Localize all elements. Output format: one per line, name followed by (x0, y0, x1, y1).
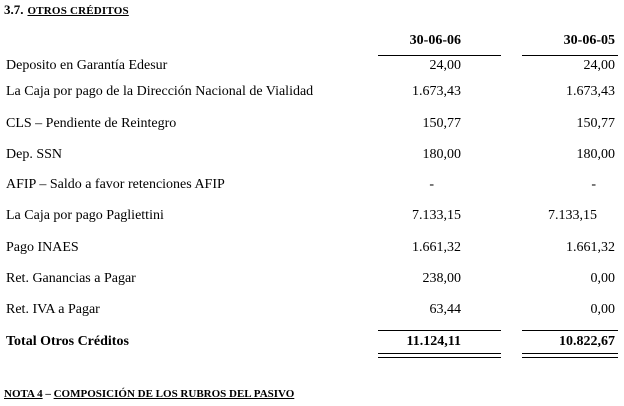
row-label: Dep. SSN (6, 147, 63, 162)
total-rule-top-2006 (378, 330, 501, 331)
row-value-2006: 150,77 (422, 116, 461, 131)
row-value-2005: 7.133,15 (548, 208, 597, 223)
row-value-2006: 7.133,15 (412, 208, 461, 223)
note-title: COMPOSICIÓN DE LOS RUBROS DEL PASIVO (53, 388, 295, 400)
total-value-2005: 10.822,67 (559, 334, 615, 349)
column-header-2006: 30-06-06 (409, 33, 461, 48)
row-value-2005: 1.673,43 (566, 84, 615, 99)
total-double-rule-2005 (522, 353, 618, 358)
note-separator: – (42, 388, 54, 400)
total-rule-top-2005 (522, 330, 618, 331)
table-row (0, 116, 624, 138)
row-label: Deposito en Garantía Edesur (6, 58, 168, 73)
column-header-2005: 30-06-05 (563, 33, 615, 48)
row-value-2006: 1.661,32 (412, 240, 461, 255)
row-value-2005: 1.661,32 (566, 240, 615, 255)
row-label: Ret. IVA a Pagar (6, 302, 100, 317)
section-title: OTROS CRÉDITOS (27, 5, 129, 17)
row-label: Ret. Ganancias a Pagar (6, 271, 136, 286)
note-heading (4, 388, 294, 400)
section-number: 3.7. (4, 2, 24, 17)
row-value-2005: 24,00 (583, 58, 615, 73)
total-label: Total Otros Créditos (6, 334, 129, 349)
row-value-2005: 0,00 (590, 302, 615, 317)
table-row (0, 84, 624, 106)
row-value-2005: 180,00 (576, 147, 615, 162)
note-prefix: NOTA 4 (4, 388, 43, 400)
row-value-2005: 150,77 (576, 116, 615, 131)
table-row (0, 58, 624, 80)
table-row (0, 147, 624, 169)
total-double-rule-2006 (378, 353, 501, 358)
table-row (0, 271, 624, 293)
row-label: La Caja por pago Pagliettini (6, 208, 164, 223)
row-label: La Caja por pago de la Dirección Nacional de Vialidad (6, 84, 314, 99)
table-row (0, 240, 624, 262)
table-row (0, 177, 624, 199)
section-heading (4, 2, 129, 18)
column-header-rule-2006 (378, 55, 501, 56)
table-row (0, 302, 624, 324)
total-value-2006: 11.124,11 (406, 334, 461, 349)
row-label: CLS – Pendiente de Reintegro (6, 116, 177, 131)
row-value-2005: 0,00 (590, 271, 615, 286)
row-value-2006: 238,00 (422, 271, 461, 286)
row-label: AFIP – Saldo a favor retenciones AFIP (6, 177, 225, 192)
row-value-2006: 1.673,43 (412, 84, 461, 99)
row-value-2006: - (429, 177, 434, 192)
row-value-2006: 180,00 (422, 147, 461, 162)
row-value-2005: - (591, 177, 596, 192)
table-row (0, 208, 624, 230)
row-value-2006: 24,00 (429, 58, 461, 73)
row-value-2006: 63,44 (429, 302, 461, 317)
column-header-rule-2005 (522, 55, 618, 56)
row-label: Pago INAES (6, 240, 79, 255)
